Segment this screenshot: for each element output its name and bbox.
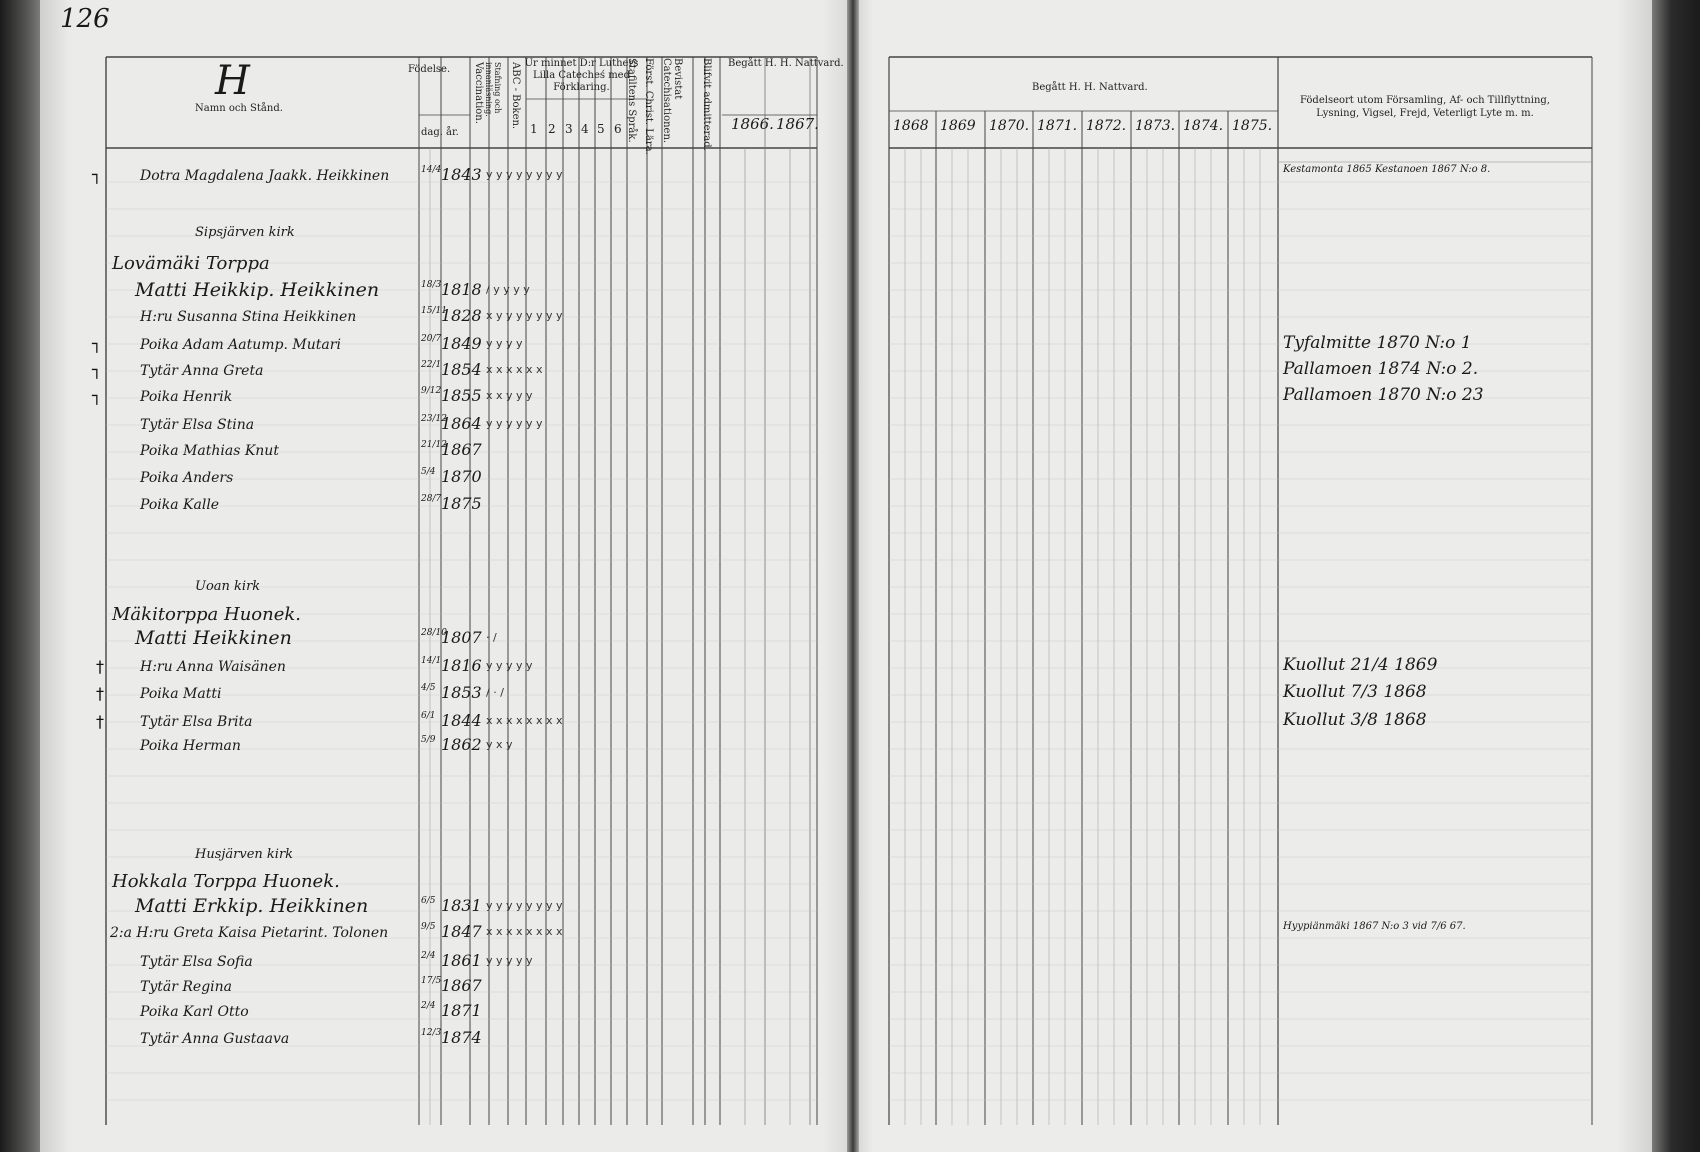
person-name: Tytär Regina (140, 979, 232, 995)
birth-day: 14/1 (421, 656, 442, 666)
person-name: Tytär Elsa Sofia (140, 954, 253, 970)
birth-day: 5/9 (421, 735, 436, 745)
birth-day: 18/3 (421, 280, 442, 290)
catechism-marks: x x x x x x (486, 363, 543, 376)
person-name: Tytär Elsa Brita (140, 714, 253, 730)
header-stafiltens: Stafiltens Språk. (626, 58, 637, 143)
person-name: Matti Heikkip. Heikkinen (135, 279, 380, 301)
register-letter: H (215, 58, 250, 104)
header-year-right: 1872. (1086, 118, 1127, 134)
birth-day: 6/5 (421, 896, 436, 906)
birth-day: 15/11 (421, 306, 447, 316)
header-catechism-num: 6 (614, 122, 622, 136)
birth-day: 22/1 (421, 360, 442, 370)
birth-year: 1818 (441, 280, 482, 299)
header-year-right: 1875. (1232, 118, 1273, 134)
deceased-cross-icon: † (96, 657, 104, 676)
header-nattvard-left: Begått H. H. Nattvard. (728, 58, 844, 69)
catechism-marks: y y y y y y y y (486, 899, 563, 912)
birth-year: 1807 (441, 628, 482, 647)
birth-year: 1867 (441, 976, 482, 995)
catechism-marks: y y y y y (486, 954, 533, 967)
header-year-right: 1874. (1183, 118, 1224, 134)
household-name: Mäkitorppa Huonek. (112, 604, 301, 625)
header-year-right: 1870. (989, 118, 1030, 134)
birth-year: 1864 (441, 414, 482, 433)
remark-text: Pallamoen 1874 N:o 2. (1283, 359, 1479, 379)
birth-year: 1844 (441, 711, 482, 730)
catechism-marks: y y y y y (486, 659, 533, 672)
birth-day: 28/7 (421, 494, 442, 504)
birth-year: 1847 (441, 922, 482, 941)
person-name: Tytär Elsa Stina (140, 417, 255, 433)
birth-year: 1854 (441, 360, 482, 379)
birth-day: 2/4 (421, 1001, 436, 1011)
catechism-marks: · / (486, 631, 497, 644)
header-nattvard-right: Begått H. H. Nattvard. (1032, 82, 1148, 93)
person-name: Tytär Anna Greta (140, 363, 264, 379)
person-name: Poika Anders (140, 470, 234, 486)
header-ar: år. (446, 127, 459, 138)
birth-year: 1867 (441, 440, 482, 459)
catechism-marks: y x y (486, 738, 513, 751)
catechism-marks: / · / (486, 686, 504, 699)
bracket-mark-icon: ┐ (92, 334, 102, 353)
header-bilfvit: Blifvit admitterad. (701, 58, 712, 151)
header-forst: Först. Christ. Lära. (643, 58, 654, 155)
deceased-cross-icon: † (96, 684, 104, 703)
header-catechism-num: 1 (530, 122, 538, 136)
header-ur-minnet: Ur minnet D:r Luthers Lilla Catecheś med Förklaring. (524, 58, 639, 93)
catechism-marks: x x y y y (486, 389, 533, 402)
header-catechism-num: 4 (581, 122, 589, 136)
birth-year: 1849 (441, 334, 482, 353)
person-name: Dotra Magdalena Jaakk. Heikkinen (140, 168, 390, 184)
header-name-col: Namn och Stånd. (195, 103, 283, 114)
birth-day: 9/12 (421, 386, 442, 396)
catechism-marks: y y y y y y y y (486, 168, 563, 181)
birth-day: 14/4 (421, 165, 442, 175)
household-name: Hokkala Torppa Huonek. (112, 871, 340, 892)
header-year-1867: 1867. (776, 115, 819, 133)
birth-day: 23/12 (421, 414, 447, 424)
person-name: Poika Adam Aatump. Mutari (140, 337, 341, 353)
section-heading: Uoan kirk (195, 579, 261, 594)
person-name: Poika Herman (140, 738, 241, 754)
birth-year: 1861 (441, 951, 482, 970)
remark-text: Tyfalmitte 1870 N:o 1 (1283, 333, 1472, 353)
header-year-1866: 1866. (731, 115, 774, 133)
birth-year: 1874 (441, 1028, 482, 1047)
remark-text: Kuollut 21/4 1869 (1283, 655, 1438, 675)
birth-year: 1875 (441, 494, 482, 513)
header-catechism-num: 5 (597, 122, 605, 136)
header-year-right: 1868 (893, 118, 929, 134)
person-name: Poika Matti (140, 686, 222, 702)
header-fodelse: Födelse. (408, 64, 451, 75)
person-name: Poika Henrik (140, 389, 233, 405)
header-year-right: 1873. (1135, 118, 1176, 134)
birth-day: 5/4 (421, 467, 436, 477)
catechism-marks: / y y y y (486, 283, 530, 296)
header-year-right: 1871. (1037, 118, 1078, 134)
birth-day: 28/10 (421, 628, 447, 638)
birth-day: 2/4 (421, 951, 436, 961)
household-name: Lovämäki Torppa (112, 253, 270, 274)
header-catechism-num: 2 (548, 122, 556, 136)
remark-text: Hyypiänmäki 1867 N:o 3 vid 7/6 67. (1283, 921, 1466, 932)
catechism-marks: y y y y y y (486, 417, 543, 430)
header-catechism-num: 3 (565, 122, 573, 136)
birth-year: 1843 (441, 165, 482, 184)
header-remarks: Födelseort utom Församling, Af- och Tillflyttning, Lysning, Vigsel, Frejd, Veterligt Lyte m. m. (1300, 95, 1550, 119)
header-vaccination: Vaccination. (473, 62, 484, 124)
person-name: Poika Karl Otto (140, 1004, 249, 1020)
bracket-mark-icon: ┐ (92, 165, 102, 184)
birth-year: 1871 (441, 1001, 482, 1020)
person-name: Tytär Anna Gustaava (140, 1031, 290, 1047)
header-dag: dag. (421, 127, 443, 138)
person-name: Matti Erkkip. Heikkinen (135, 895, 369, 917)
bracket-mark-icon: ┐ (92, 360, 102, 379)
birth-day: 4/5 (421, 683, 436, 693)
birth-year: 1828 (441, 306, 482, 325)
birth-day: 17/5 (421, 976, 442, 986)
birth-year: 1831 (441, 896, 482, 915)
birth-day: 12/3 (421, 1028, 442, 1038)
header-bevistat: Bevistat Catechisationen. (661, 58, 683, 144)
person-name: H:ru Susanna Stina Heikkinen (140, 309, 357, 325)
birth-day: 20/7 (421, 334, 442, 344)
catechism-marks: x x x x x x x x (486, 714, 563, 727)
section-heading: Sipsjärven kirk (195, 225, 295, 240)
deceased-cross-icon: † (96, 712, 104, 731)
header-stafning: Stafning och innanläsning. (484, 62, 502, 117)
section-heading: Husjärven kirk (195, 847, 294, 862)
header-abc: ABC - Boken. (510, 62, 521, 130)
person-name: Poika Mathias Knut (140, 443, 279, 459)
birth-day: 21/12 (421, 440, 447, 450)
birth-year: 1862 (441, 735, 482, 754)
birth-day: 6/1 (421, 711, 436, 721)
person-name: Matti Heikkinen (135, 627, 292, 649)
birth-day: 9/5 (421, 922, 436, 932)
catechism-marks: y y y y (486, 337, 523, 350)
header-year-right: 1869 (940, 118, 976, 134)
remark-text: Kestamonta 1865 Kestanoen 1867 N:o 8. (1283, 164, 1491, 175)
remark-text: Kuollut 3/8 1868 (1283, 710, 1427, 730)
birth-year: 1870 (441, 467, 482, 486)
birth-year: 1816 (441, 656, 482, 675)
page-number: 126 (60, 4, 110, 34)
person-name: Poika Kalle (140, 497, 220, 513)
birth-year: 1853 (441, 683, 482, 702)
bracket-mark-icon: ┐ (92, 386, 102, 405)
catechism-marks: x x x x x x x x (486, 925, 563, 938)
birth-year: 1855 (441, 386, 482, 405)
catechism-marks: x y y y y y y y (486, 309, 563, 322)
person-name: H:ru Anna Waisänen (140, 659, 286, 675)
remark-text: Pallamoen 1870 N:o 23 (1283, 385, 1484, 405)
person-name: 2:a H:ru Greta Kaisa Pietarint. Tolonen (110, 925, 389, 941)
remark-text: Kuollut 7/3 1868 (1283, 682, 1427, 702)
